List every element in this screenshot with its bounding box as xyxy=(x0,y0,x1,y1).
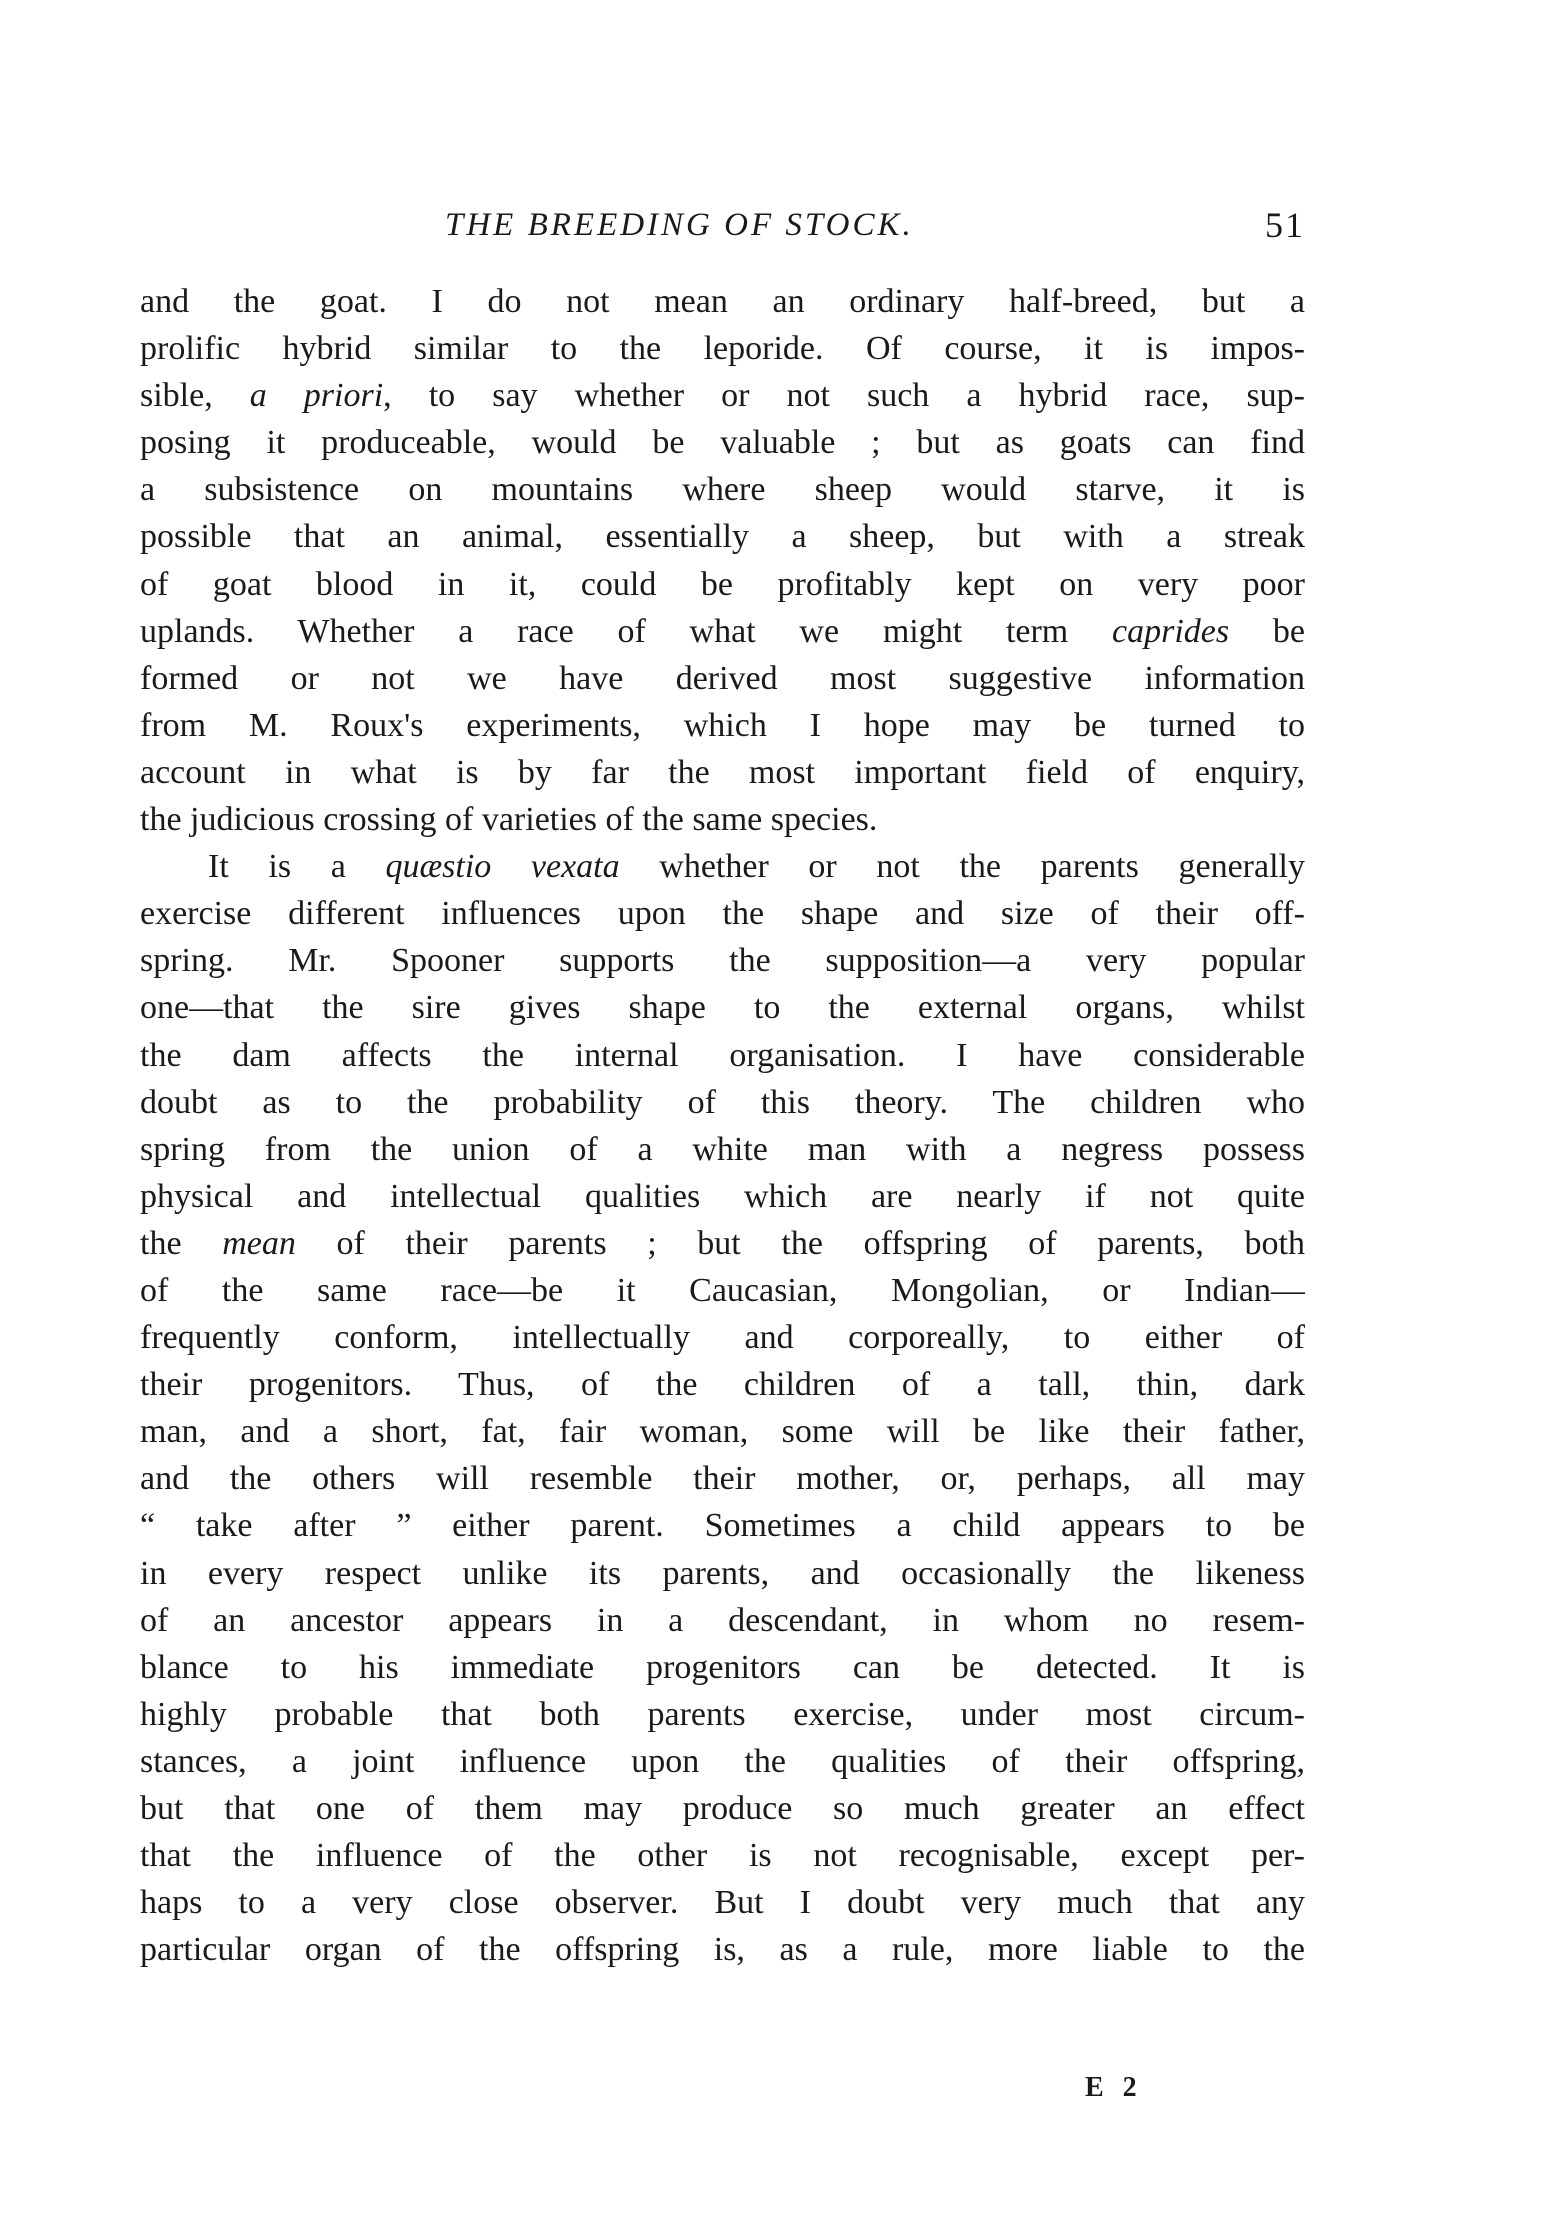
text-line xyxy=(140,1314,1305,1361)
text-segment: exercise different influences upon the shape and size of their off- xyxy=(140,895,1305,933)
text-segment: man, and a short, fat, fair woman, some will be like their father, xyxy=(140,1413,1305,1451)
body-text xyxy=(140,278,1305,1973)
text-line xyxy=(140,561,1305,608)
text-line xyxy=(140,1408,1305,1455)
text-segment: particular organ of the offspring is, as a rule, more liable to the xyxy=(140,1931,1305,1969)
text-line xyxy=(140,1785,1305,1832)
text-line xyxy=(140,1455,1305,1502)
text-line xyxy=(140,1267,1305,1314)
text-line xyxy=(140,513,1305,560)
text-segment: It is a xyxy=(208,848,386,886)
text-line xyxy=(140,608,1305,655)
text-segment: in every respect unlike its parents, and occasionally the likeness xyxy=(140,1554,1305,1592)
text-segment: frequently conform, intellectually and corporeally, to either of xyxy=(140,1319,1305,1357)
text-segment: of the same race—be it Caucasian, Mongolian, or Indian— xyxy=(140,1271,1305,1309)
text-segment: highly probable that both parents exercise, under most circum- xyxy=(140,1695,1305,1733)
text-line xyxy=(140,1361,1305,1408)
text-segment: from M. Roux's experiments, which I hope may be turned to xyxy=(140,706,1305,744)
text-segment: spring. Mr. Spooner supports the supposition—a very popular xyxy=(140,942,1305,980)
text-segment: formed or not we have derived most suggestive information xyxy=(140,659,1305,697)
text-line xyxy=(140,1879,1305,1926)
text-segment: one—that the sire gives shape to the external organs, whilst xyxy=(140,989,1305,1027)
text-segment: “ take after ” either parent. Sometimes a child appears to be xyxy=(140,1507,1305,1545)
text-line xyxy=(140,325,1305,372)
running-title: THE BREEDING OF STOCK. xyxy=(445,207,914,243)
text-line xyxy=(140,419,1305,466)
italic-phrase: quæstio vexata xyxy=(385,848,620,886)
text-line xyxy=(140,1502,1305,1549)
text-line xyxy=(140,1126,1305,1173)
text-line xyxy=(140,278,1305,325)
text-segment: physical and intellectual qualities which are nearly if not quite xyxy=(140,1177,1305,1215)
text-segment: , to say whether or not such a hybrid race, sup- xyxy=(383,377,1305,415)
signature-mark: E 2 xyxy=(1085,2072,1143,2103)
text-line xyxy=(140,1738,1305,1785)
text-line xyxy=(140,1691,1305,1738)
text-segment: haps to a very close observer. But I doubt very much that any xyxy=(140,1884,1305,1922)
italic-phrase: caprides xyxy=(1112,612,1230,650)
text-line xyxy=(140,1832,1305,1879)
italic-phrase: a priori xyxy=(249,377,384,415)
page-number: 51 xyxy=(1265,205,1305,245)
text-line xyxy=(140,937,1305,984)
text-line xyxy=(140,1644,1305,1691)
text-line xyxy=(140,1032,1305,1079)
text-segment: stances, a joint influence upon the qualities of their offspring, xyxy=(140,1742,1305,1780)
text-line xyxy=(140,1550,1305,1597)
text-segment: blance to his immediate progenitors can be detected. It is xyxy=(140,1648,1305,1686)
text-line xyxy=(140,655,1305,702)
text-segment: the judicious crossing of varieties of the same species. xyxy=(140,801,878,839)
text-segment: sible, xyxy=(140,377,250,415)
text-line xyxy=(140,1926,1305,1973)
text-line xyxy=(140,372,1305,419)
text-segment: possible that an animal, essentially a sheep, but with a streak xyxy=(140,518,1305,556)
text-segment: and the others will resemble their mother, or, perhaps, all may xyxy=(140,1460,1305,1498)
text-line xyxy=(140,1079,1305,1126)
text-segment: of their parents ; but the offspring of parents, both xyxy=(295,1224,1305,1262)
text-segment: that the influence of the other is not recognisable, except per- xyxy=(140,1837,1305,1875)
text-segment: uplands. Whether a race of what we might term xyxy=(140,612,1113,650)
text-segment: be xyxy=(1229,612,1305,650)
text-line xyxy=(140,890,1305,937)
text-segment: their progenitors. Thus, of the children of a tall, thin, dark xyxy=(140,1366,1305,1404)
text-segment: whether or not the parents generally xyxy=(619,848,1305,886)
text-line xyxy=(140,796,1305,843)
text-segment: the dam affects the internal organisation. I have considerable xyxy=(140,1036,1305,1074)
text-line xyxy=(140,1220,1305,1267)
text-segment: of an ancestor appears in a descendant, in whom no resem- xyxy=(140,1601,1305,1639)
text-line xyxy=(140,843,1305,890)
text-line xyxy=(140,466,1305,513)
text-segment: spring from the union of a white man with a negress possess xyxy=(140,1130,1305,1168)
text-line xyxy=(140,1173,1305,1220)
text-line xyxy=(140,749,1305,796)
running-head xyxy=(140,200,1305,250)
text-segment: the xyxy=(140,1224,223,1262)
text-segment: doubt as to the probability of this theory. The children who xyxy=(140,1083,1305,1121)
italic-phrase: mean xyxy=(222,1224,296,1262)
text-segment: account in what is by far the most important field of enquiry, xyxy=(140,753,1305,791)
text-segment: but that one of them may produce so much greater an effect xyxy=(140,1790,1305,1827)
text-segment: posing it produceable, would be valuable ; but as goats can find xyxy=(140,424,1305,462)
text-segment: and the goat. I do not mean an ordinary half-breed, but a xyxy=(140,283,1305,320)
text-segment: prolific hybrid similar to the leporide. Of course, it is impos- xyxy=(140,330,1305,368)
text-segment: a subsistence on mountains where sheep would starve, it is xyxy=(140,471,1305,509)
text-segment: of goat blood in it, could be profitably kept on very poor xyxy=(140,565,1305,603)
text-line xyxy=(140,1597,1305,1644)
text-line xyxy=(140,702,1305,749)
text-line xyxy=(140,984,1305,1031)
